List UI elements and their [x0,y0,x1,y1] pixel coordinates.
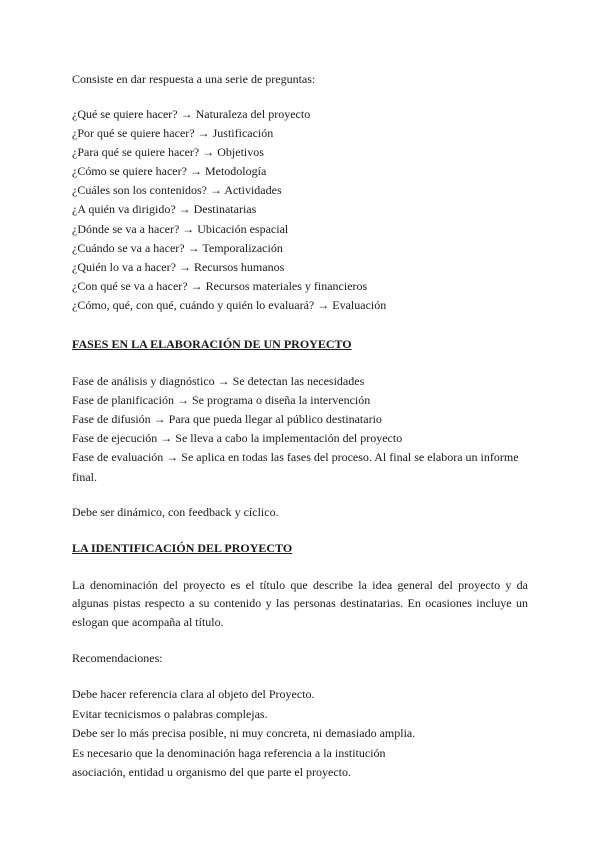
recommendation-item: Debe hacer referencia clara al objeto del Proyecto. [72,687,315,702]
phase-item: Fase de difusión → Para que pueda llegar al público destinatario [72,412,382,427]
document-page [72,70,528,783]
question-item: ¿Cuáles son los contenidos? → Actividades [72,183,282,198]
question-item: ¿Para qué se quiere hacer? → Objetivos [72,145,264,160]
recommendation-item: asociación, entidad u organismo del que parte el proyecto. [72,765,352,780]
question-item: ¿Dónde se va a hacer? → Ubicación espacial [72,221,289,236]
question-item: ¿Cómo se quiere hacer? → Metodología [72,164,267,179]
question-item: ¿Con qué se va a hacer? → Recursos materiales y financieros [72,278,368,293]
phase-item: Fase de evaluación → Se aplica en todas las fases del proceso. Al final se elabora un informe final. [72,450,519,484]
recommendation-item: Debe ser lo más precisa posible, ni muy concreta, ni demasiado amplia. [72,726,416,741]
recommendation-item: Es necesario que la denominación haga referencia a la institución [72,745,386,760]
phases-list [72,372,528,487]
recommendations-list [72,685,528,783]
identification-heading: LA IDENTIFICACIÓN DEL PROYECTO [72,540,293,555]
question-item: ¿Por qué se quiere hacer? → Justificación [72,126,274,141]
question-item: ¿Quién lo va a hacer? → Recursos humanos [72,259,285,274]
question-item: ¿Cómo, qué, con qué, cuándo y quién lo evaluará? → Evaluación [72,297,387,312]
phase-item: Fase de planificación → Se programa o diseña la intervención [72,393,371,408]
phase-item: Fase de análisis y diagnóstico → Se detectan las necesidades [72,374,365,389]
question-item: ¿Qué se quiere hacer? → Naturaleza del proyecto [72,107,311,121]
recommendations-label: Recomendaciones: [72,651,163,666]
intro-text: Consiste en dar respuesta a una serie de preguntas: [72,72,316,86]
phase-item: Fase de ejecución → Se lleva a cabo la implementación del proyecto [72,431,403,446]
identification-paragraph: La denominación del proyecto es el título que describe la idea general del proyecto y da algunas pistas respecto a su contenido y las personas destinatarias. En ocasiones incluye un eslogan que acompaña al título. [72,577,528,629]
question-list [72,105,528,315]
question-item: ¿Cuándo se va a hacer? → Temporalización [72,240,283,255]
recommendation-item: Evitar tecnicismos o palabras complejas. [72,706,268,721]
phases-heading: FASES EN LA ELABORACIÓN DE UN PROYECTO [72,337,352,352]
question-item: ¿A quién va dirigido? → Destinatarias [72,202,257,217]
dynamic-note: Debe ser dinámico, con feedback y cíclico. [72,504,279,519]
